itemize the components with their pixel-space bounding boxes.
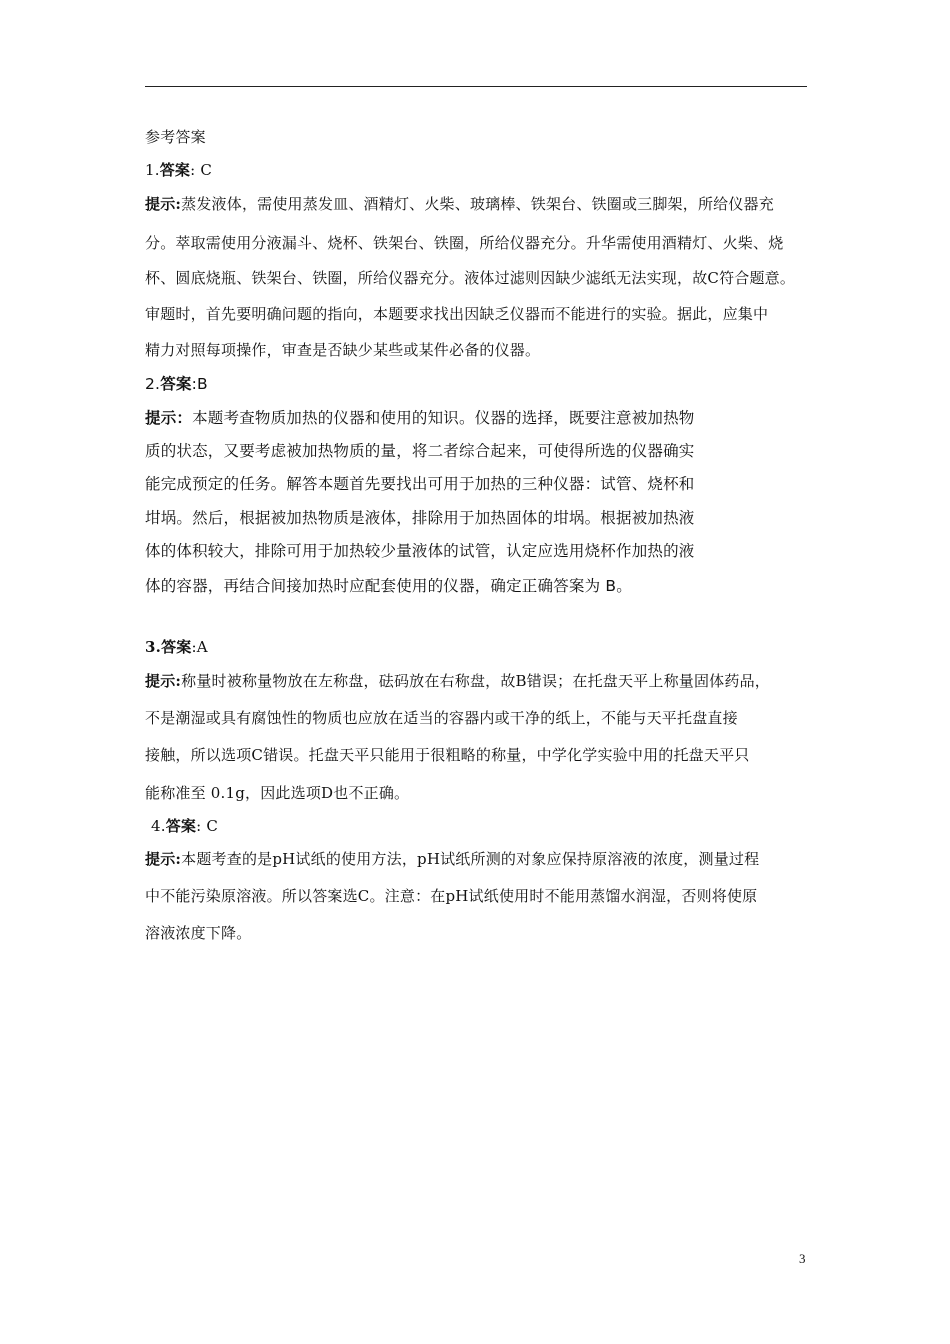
answer-1-hint-label: 提示: — [145, 195, 182, 213]
answer-2-hint-line-1: 提示：本题考查物质加热的仪器和使用的知识。仪器的选择，既要注意被加热物 — [145, 409, 695, 427]
answer-3-label: 答案 — [161, 638, 192, 656]
answer-2-label: 答案 — [160, 375, 192, 393]
answer-1-header — [145, 160, 212, 180]
answer-4-value: : C — [196, 817, 219, 835]
answer-3-hint-line-4: 能称准至 0.1g，因此选项D也不正确。 — [145, 784, 410, 802]
answer-4-hint-line-1: 提示:本题考查的是pH试纸的使用方法，pH试纸所测的对象应保持原溶液的浓度，测量过程 — [145, 850, 760, 868]
answer-3-hint-line-1: 提示:称量时被称量物放在左称盘，砝码放在右称盘，故B错误；在托盘天平上称量固体药品， — [145, 672, 770, 690]
answer-4-hint-line-3: 溶液浓度下降。 — [145, 924, 252, 942]
answer-3-number: 3. — [145, 638, 162, 656]
page-number: 3 — [799, 1251, 806, 1266]
answer-3-hint-line-3: 接触，所以选项C错误。托盘天平只能用于很粗略的称量，中学化学实验中用的托盘天平只 — [145, 746, 750, 764]
answer-2-hint-label: 提示： — [145, 409, 193, 427]
answer-2-value: :B — [191, 375, 208, 393]
answer-1-hint-line-4: 审题时，首先要明确问题的指向，本题要求找出因缺乏仪器而不能进行的实验。据此，应集中 — [145, 305, 769, 323]
answer-2-number: 2. — [145, 375, 161, 393]
answer-4-number: 4. — [151, 817, 166, 835]
answer-1-label: 答案 — [159, 161, 191, 179]
answer-1-hint-line-5: 精力对照每项操作，审查是否缺少某些或某件必备的仪器。 — [145, 341, 541, 359]
answer-2-hint-line-2: 质的状态，又要考虑被加热物质的量，将二者综合起来，可使得所选的仪器确实 — [145, 442, 695, 460]
answer-4-label: 答案 — [165, 817, 197, 835]
header-rule — [145, 86, 807, 87]
answer-1-value: : C — [190, 161, 213, 179]
answer-3-header — [145, 637, 208, 657]
answer-2-header — [145, 374, 208, 394]
section-heading: 参考答案 — [145, 128, 206, 146]
answer-3-hint-label: 提示: — [145, 672, 182, 690]
answer-1-number: 1. — [145, 161, 160, 179]
answer-2-hint-line-4: 坩埚。然后，根据被加热物质是液体，排除用于加热固体的坩埚。根据被加热液 — [145, 509, 695, 527]
answer-3-value: :A — [191, 638, 208, 656]
answer-1-hint-line-2: 分。萃取需使用分液漏斗、烧杯、铁架台、铁圈，所给仪器充分。升华需使用酒精灯、火柴、烧 — [145, 234, 784, 252]
answer-1-hint-line-1: 提示:蒸发液体，需使用蒸发皿、酒精灯、火柴、玻璃棒、铁架台、铁圈或三脚架，所给仪器充 — [145, 195, 774, 213]
answer-4-header — [151, 816, 218, 836]
answer-1-hint-line-3: 杯、圆底烧瓶、铁架台、铁圈，所给仪器充分。液体过滤则因缺少滤纸无法实现，故C符合题意。 — [145, 269, 796, 287]
answer-4-hint-line-2: 中不能污染原溶液。所以答案选C。注意：在pH试纸使用时不能用蒸馏水润湿，否则将使原 — [145, 887, 758, 905]
answer-2-hint-line-3: 能完成预定的任务。解答本题首先要找出可用于加热的三种仪器：试管、烧杯和 — [145, 475, 695, 493]
answer-2-hint-line-5: 体的体积较大，排除可用于加热较少量液体的试管，认定应选用烧杯作加热的液 — [145, 542, 695, 560]
answer-4-hint-label: 提示: — [145, 850, 182, 868]
answer-3-hint-line-2: 不是潮湿或具有腐蚀性的物质也应放在适当的容器内或干净的纸上，不能与天平托盘直接 — [145, 709, 738, 727]
answer-2-hint-line-6: 体的容器，再结合间接加热时应配套使用的仪器，确定正确答案为 B。 — [145, 577, 632, 595]
